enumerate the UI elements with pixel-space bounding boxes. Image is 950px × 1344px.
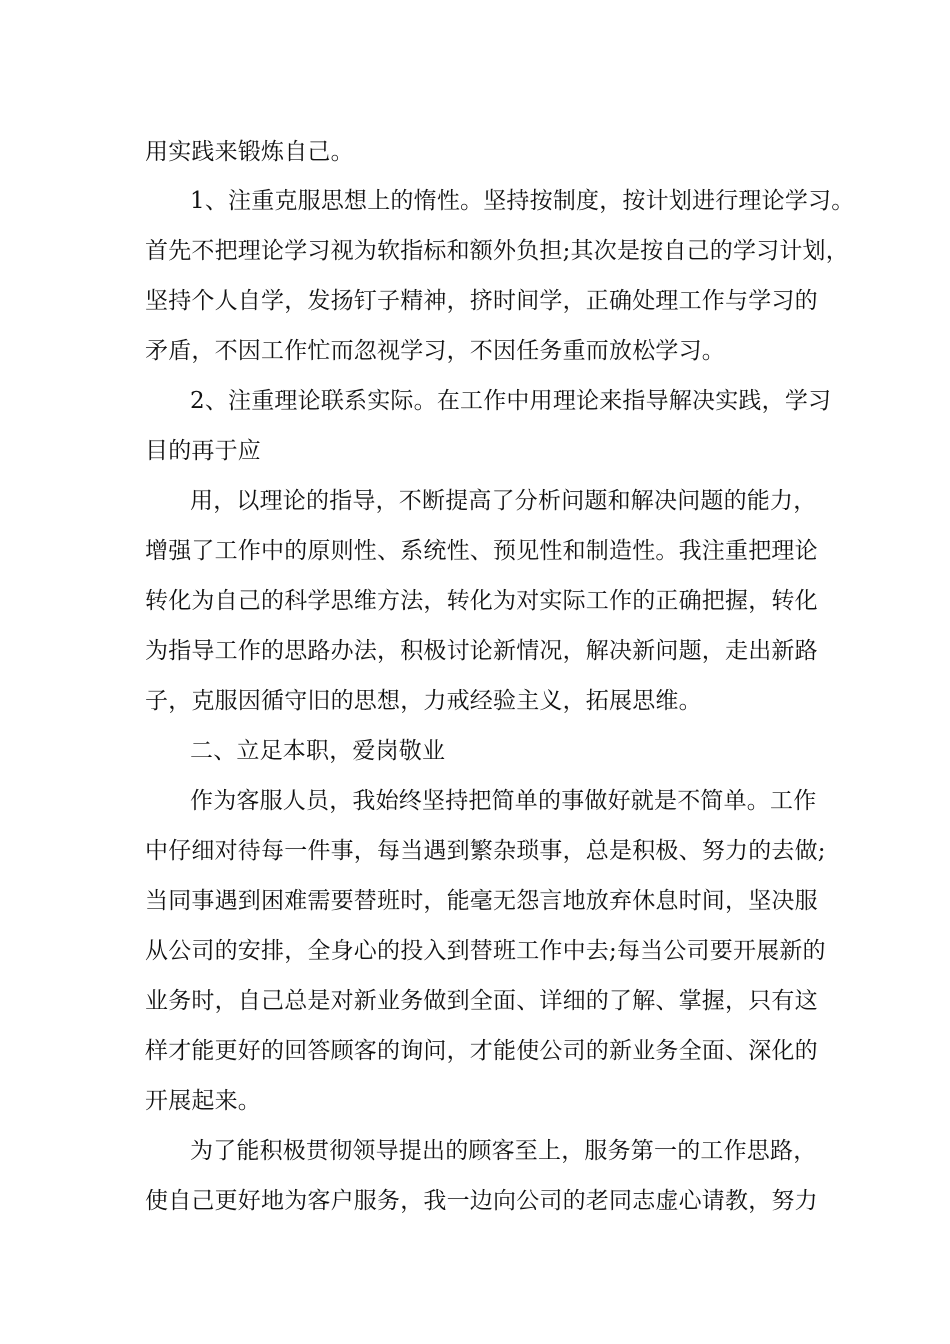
text-line: 矛盾，不因工作忙而忽视学习，不因任务重而放松学习。 <box>145 338 725 364</box>
text-line: 业务时，自己总是对新业务做到全面、详细的了解、掌握，只有这 <box>145 988 818 1014</box>
text-line: 当同事遇到困难需要替班时，能毫无怨言地放弃休息时间，坚决服 <box>145 888 818 914</box>
text-line: 为指导工作的思路办法，积极讨论新情况，解决新问题，走出新路 <box>145 638 818 664</box>
text-line: 2、注重理论联系实际。在工作中用理论来指导解决实践，学习 <box>190 388 832 414</box>
text-line: 作为客服人员，我始终坚持把简单的事做好就是不简单。工作 <box>190 788 817 814</box>
text-line: 中仔细对待每一件事，每当遇到繁杂琐事，总是积极、努力的去做; <box>145 838 826 864</box>
text-line: 目的再于应 <box>145 438 261 464</box>
section-heading: 二、立足本职，爱岗敬业 <box>190 738 446 764</box>
text-line: 开展起来。 <box>145 1088 261 1114</box>
text-line: 增强了工作中的原则性、系统性、预见性和制造性。我注重把理论 <box>145 538 818 564</box>
text-line: 为了能积极贯彻领导提出的顾客至上，服务第一的工作思路， <box>190 1138 817 1164</box>
text-line: 用，以理论的指导，不断提高了分析问题和解决问题的能力， <box>190 488 817 514</box>
text-line: 坚持个人自学，发扬钉子精神，挤时间学，正确处理工作与学习的 <box>145 288 818 314</box>
text-line: 使自己更好地为客户服务，我一边向公司的老同志虚心请教，努力 <box>145 1188 818 1214</box>
text-line: 首先不把理论学习视为软指标和额外负担;其次是按自己的学习计划， <box>145 238 849 264</box>
text-line: 样才能更好的回答顾客的询问，才能使公司的新业务全面、深化的 <box>145 1038 818 1064</box>
text-line: 用实践来锻炼自己。 <box>145 139 354 165</box>
text-line: 子，克服因循守旧的思想，力戒经验主义，拓展思维。 <box>145 688 702 714</box>
text-line: 从公司的安排，全身心的投入到替班工作中去;每当公司要开展新的 <box>145 938 826 964</box>
text-line: 转化为自己的科学思维方法，转化为对实际工作的正确把握，转化 <box>145 588 818 614</box>
text-line: 1、注重克服思想上的惰性。坚持按制度，按计划进行理论学习。 <box>190 188 855 214</box>
